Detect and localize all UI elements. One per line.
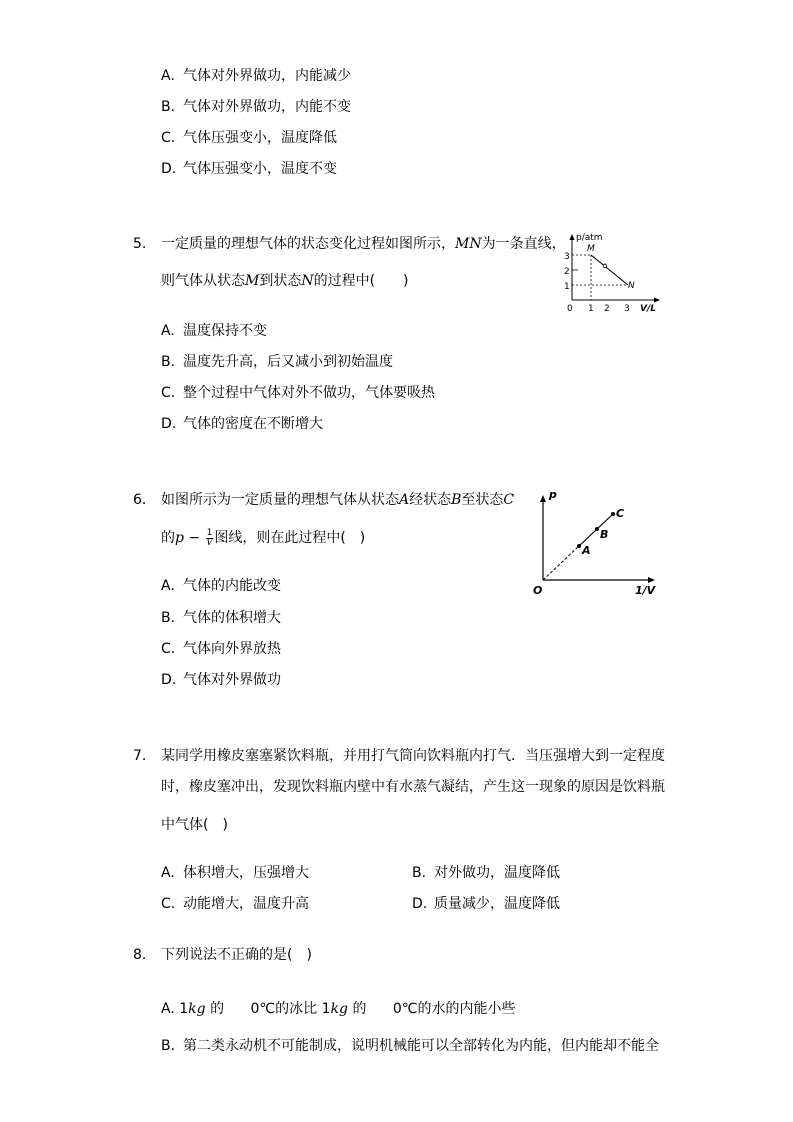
option-text: 气体的密度在不断增大 xyxy=(183,416,323,432)
q8-option-b xyxy=(161,1036,659,1056)
q6-stem-line1 xyxy=(161,490,514,510)
option-text: 整个过程中气体对外不做功，气体要吸热 xyxy=(183,385,435,401)
x-axis-arrow-icon xyxy=(654,298,660,303)
option-text: 质量减少，温度降低 xyxy=(434,896,560,912)
option-letter: A. xyxy=(161,578,175,594)
state-label-m: M xyxy=(245,273,260,289)
state-label-c: C xyxy=(503,492,515,508)
stem-text: 如图所示为一定质量的理想气体从状态 xyxy=(161,492,399,508)
q7-stem-line1: 某同学用橡皮塞塞紧饮料瓶，并用打气筒向饮料瓶内打气．当压强增大到一定程度 xyxy=(161,748,665,764)
point-n-label: N xyxy=(628,281,635,291)
q5-option-a xyxy=(161,321,267,341)
mass-unit: kg xyxy=(188,1001,206,1017)
option-text: 温度先升高，后又减小到初始温度 xyxy=(183,354,393,370)
q7-option-c xyxy=(161,894,309,914)
option-letter: B. xyxy=(161,610,176,626)
option-text: 气体压强变小，温度降低 xyxy=(183,130,337,146)
option-letter: B. xyxy=(161,1038,176,1054)
q5-option-b xyxy=(161,352,393,372)
q5-pv-figure xyxy=(556,226,668,316)
q4-option-c xyxy=(161,128,337,148)
q7-stem-line3: 中气体( ) xyxy=(161,817,228,833)
option-letter: D. xyxy=(412,896,428,912)
q4-option-a xyxy=(161,66,351,86)
origin-label: O xyxy=(533,584,543,597)
mass-unit: kg xyxy=(330,1001,348,1017)
option-text: 气体向外界放热 xyxy=(183,641,281,657)
fraction-denominator: V xyxy=(206,537,213,548)
point-c-label: C xyxy=(616,507,625,520)
state-label-b: B xyxy=(451,492,462,508)
q7-option-b xyxy=(412,863,560,883)
y-tick-3: 3 xyxy=(564,252,570,262)
option-text: 0℃的水的内能小些 xyxy=(392,1001,516,1017)
q5-option-d xyxy=(161,414,323,434)
option-text: 气体压强变小，温度不变 xyxy=(183,161,337,177)
option-letter: B. xyxy=(161,354,176,370)
option-letter: C. xyxy=(161,130,176,146)
q5-option-c xyxy=(161,383,435,403)
option-letter: B. xyxy=(161,99,176,115)
option-text: 0℃的冰比 xyxy=(250,1001,318,1017)
point-c-marker xyxy=(611,512,615,516)
q4-option-d xyxy=(161,159,337,179)
x-axis-arrow-icon xyxy=(648,577,655,583)
y-axis-label: p/atm xyxy=(576,233,603,243)
symbol-p: p xyxy=(175,530,184,546)
mass-value: 1 xyxy=(321,1001,331,1017)
option-letter: C. xyxy=(161,896,176,912)
option-text: 气体的体积增大 xyxy=(183,610,281,626)
option-text: 动能增大，温度升高 xyxy=(183,896,309,912)
q8-number: 8. xyxy=(133,947,147,963)
q6-option-d xyxy=(161,670,281,690)
option-text: 气体对外界做功，内能减少 xyxy=(183,68,351,84)
stem-text: 经状态 xyxy=(409,492,452,508)
point-b-label: B xyxy=(600,528,609,541)
stem-text: 至状态 xyxy=(461,492,504,508)
q7-stem-line2: 时，橡皮塞冲出，发现饮料瓶内壁中有水蒸气凝结，产生这一现象的原因是饮料瓶 xyxy=(161,779,665,795)
midpoint-marker xyxy=(603,264,607,268)
q7-option-d xyxy=(412,894,560,914)
state-label-n: N xyxy=(301,273,314,289)
q7-number: 7. xyxy=(133,748,147,764)
x-tick-3: 3 xyxy=(624,304,630,314)
option-letter: A. xyxy=(161,1001,175,1017)
option-letter: A. xyxy=(161,865,175,881)
origin-label: 0 xyxy=(567,304,573,314)
y-axis-arrow-icon xyxy=(570,234,575,240)
state-label-a: A xyxy=(399,492,410,508)
option-text: 的 xyxy=(352,1001,367,1017)
stem-text: 一定质量的理想气体的状态变化过程如图所示， xyxy=(161,236,455,252)
option-text: 气体的内能改变 xyxy=(183,578,281,594)
q8-stem: 下列说法不正确的是( ) xyxy=(161,947,312,963)
q6-p-inverse-v-figure xyxy=(530,484,668,600)
y-tick-2: 2 xyxy=(564,267,570,277)
x-tick-2: 2 xyxy=(604,304,610,314)
q5-number: 5. xyxy=(133,236,147,252)
y-axis-arrow-icon xyxy=(540,495,546,502)
dashed-extension xyxy=(543,546,579,580)
q6-number: 6. xyxy=(133,492,147,508)
option-letter: D. xyxy=(161,416,177,432)
point-m-label: M xyxy=(587,244,595,254)
option-letter: C. xyxy=(161,641,176,657)
y-tick-1: 1 xyxy=(564,282,570,292)
q6-option-c xyxy=(161,639,281,659)
point-a-label: A xyxy=(582,544,591,557)
option-text: 气体对外界做功，内能不变 xyxy=(183,99,351,115)
q6-option-a xyxy=(161,576,281,596)
option-letter: D. xyxy=(161,672,177,688)
stem-text: 则气体从状态 xyxy=(161,273,245,289)
q6-stem-line2 xyxy=(161,528,365,548)
q8-option-a xyxy=(161,999,516,1019)
q7-option-a xyxy=(161,863,309,883)
line-mn xyxy=(591,255,628,285)
line-label-mn: MN xyxy=(455,236,482,252)
q6-option-b xyxy=(161,608,281,628)
option-text: 气体对外界做功 xyxy=(183,672,281,688)
option-text: 体积增大，压强增大 xyxy=(183,865,309,881)
point-b-marker xyxy=(595,527,599,531)
q4-option-b xyxy=(161,97,351,117)
option-letter: A. xyxy=(161,323,175,339)
mass-value: 1 xyxy=(179,1001,189,1017)
fraction-numerator: 1 xyxy=(206,527,213,538)
point-a-marker xyxy=(577,544,581,548)
stem-text: 的 xyxy=(161,530,175,546)
y-axis-label: p xyxy=(549,488,557,501)
fraction-one-over-v xyxy=(206,529,214,548)
option-text: 的 xyxy=(210,1001,225,1017)
stem-text: 到状态 xyxy=(259,273,302,289)
x-tick-1: 1 xyxy=(588,304,594,314)
x-axis-label: 1/V xyxy=(635,584,656,597)
q5-stem-line2 xyxy=(161,271,409,291)
stem-text: 图线，则在此过程中( ) xyxy=(214,530,366,546)
minus-sign: − xyxy=(183,530,205,546)
stem-text: 的过程中( ) xyxy=(313,273,409,289)
stem-text: 为一条直线， xyxy=(481,236,566,252)
option-text: 第二类永动机不可能制成，说明机械能可以全部转化为内能，但内能却不能全 xyxy=(183,1038,659,1054)
option-letter: D. xyxy=(161,161,177,177)
option-text: 对外做功，温度降低 xyxy=(434,865,560,881)
q5-stem-line1 xyxy=(161,234,566,254)
option-text: 温度保持不变 xyxy=(183,323,267,339)
option-letter: B. xyxy=(412,865,427,881)
x-axis-label: V/L xyxy=(640,304,656,314)
option-letter: A. xyxy=(161,68,175,84)
option-letter: C. xyxy=(161,385,176,401)
